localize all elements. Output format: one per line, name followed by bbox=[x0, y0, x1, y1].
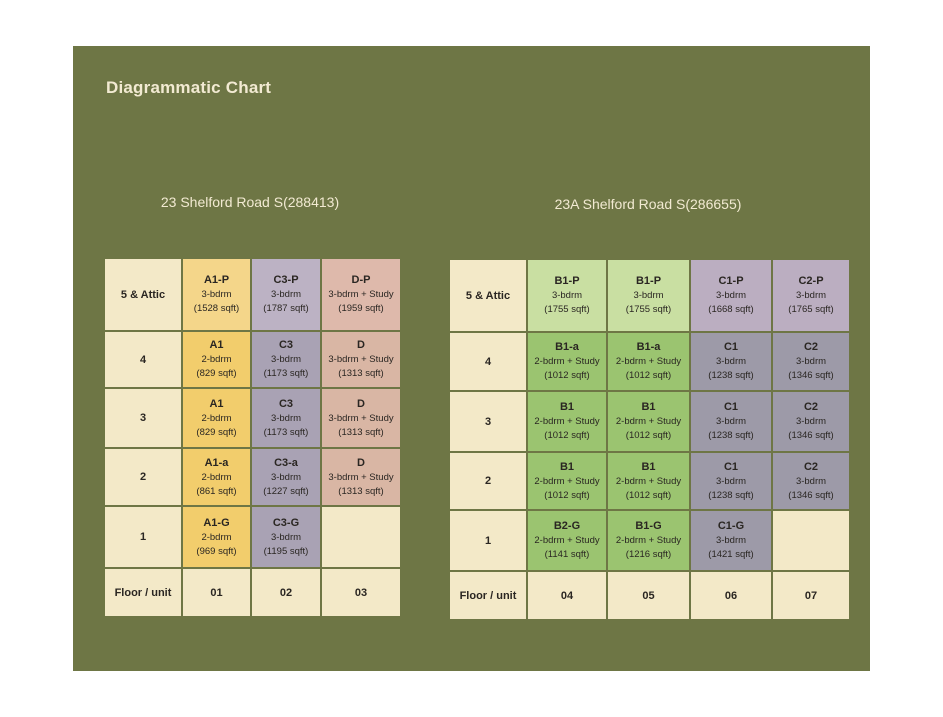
unit-type: 2-bdrm + Study bbox=[534, 475, 600, 487]
right-building-title: 23A Shelford Road S(286655) bbox=[554, 196, 742, 212]
empty-cell bbox=[773, 511, 849, 570]
unit-type: 3-bdrm bbox=[795, 416, 827, 427]
unit-type: 2-bdrm bbox=[201, 412, 232, 424]
unit-code: C1 bbox=[723, 460, 739, 473]
unit-size: (1346 sqft) bbox=[788, 430, 834, 441]
unit-type: 3-bdrm bbox=[715, 290, 747, 301]
unit-cell bbox=[183, 449, 250, 505]
unit-code: C1-G bbox=[717, 520, 745, 532]
unit-number: 03 bbox=[322, 569, 400, 616]
unit-cell bbox=[183, 389, 250, 447]
unit-code: C1 bbox=[723, 341, 739, 353]
unit-size: (1313 sqft) bbox=[338, 485, 384, 497]
unit-code: D bbox=[357, 339, 365, 351]
left-unit-grid bbox=[105, 259, 400, 616]
unit-type: 2-bdrm + Study bbox=[534, 416, 600, 427]
floor-label: 5 & Attic bbox=[105, 259, 181, 330]
unit-type: 2-bdrm bbox=[201, 354, 232, 365]
unit-cell bbox=[608, 333, 689, 390]
unit-cell bbox=[252, 259, 320, 330]
unit-code: A1 bbox=[209, 397, 224, 410]
unit-size: (1012 sqft) bbox=[625, 370, 672, 381]
unit-code: B2-G bbox=[553, 520, 581, 532]
unit-size: (1012 sqft) bbox=[625, 430, 672, 441]
unit-size: (1238 sqft) bbox=[708, 370, 754, 381]
unit-cell bbox=[322, 389, 400, 447]
unit-cell bbox=[773, 392, 849, 451]
unit-cell bbox=[608, 453, 689, 509]
unit-type: 3-bdrm + Study bbox=[328, 289, 394, 300]
unit-size: (1012 sqft) bbox=[544, 489, 590, 501]
unit-number: 02 bbox=[252, 569, 320, 616]
unit-cell bbox=[252, 389, 320, 447]
left-building-title: 23 Shelford Road S(288413) bbox=[160, 194, 340, 210]
unit-type: 3-bdrm + Study bbox=[328, 354, 394, 365]
unit-size: (1012 sqft) bbox=[544, 370, 590, 381]
unit-code: C3-G bbox=[272, 516, 300, 529]
unit-type: 3-bdrm bbox=[270, 531, 302, 543]
unit-size: (969 sqft) bbox=[196, 545, 237, 557]
unit-code: C2 bbox=[803, 401, 819, 413]
unit-size: (1173 sqft) bbox=[263, 426, 309, 438]
unit-code: A1-P bbox=[203, 274, 230, 286]
unit-cell bbox=[528, 453, 606, 509]
unit-cell bbox=[528, 333, 606, 390]
unit-size: (829 sqft) bbox=[196, 426, 237, 438]
unit-size: (1195 sqft) bbox=[263, 545, 309, 557]
unit-size: (1238 sqft) bbox=[708, 489, 754, 501]
unit-type: 3-bdrm bbox=[715, 535, 747, 546]
floor-label: 1 bbox=[105, 507, 181, 567]
unit-size: (1755 sqft) bbox=[625, 304, 672, 315]
unit-size: (1238 sqft) bbox=[708, 430, 754, 441]
unit-number: 05 bbox=[608, 572, 689, 619]
floor-label: 4 bbox=[105, 332, 181, 387]
unit-type: 3-bdrm + Study bbox=[328, 412, 394, 424]
unit-number: 07 bbox=[773, 572, 849, 619]
unit-type: 2-bdrm + Study bbox=[534, 535, 600, 546]
unit-cell bbox=[528, 260, 606, 331]
unit-code: D bbox=[357, 456, 365, 469]
unit-cell bbox=[252, 449, 320, 505]
unit-type: 3-bdrm bbox=[270, 289, 302, 300]
unit-type: 3-bdrm bbox=[201, 289, 232, 300]
unit-code: A1-a bbox=[204, 456, 229, 469]
unit-type: 3-bdrm bbox=[795, 356, 827, 367]
unit-type: 3-bdrm bbox=[795, 290, 827, 301]
unit-number: 06 bbox=[691, 572, 771, 619]
unit-cell bbox=[773, 453, 849, 509]
floor-label: 1 bbox=[450, 511, 526, 570]
unit-size: (1227 sqft) bbox=[263, 485, 309, 497]
right-unit-grid bbox=[450, 260, 847, 617]
unit-code: C2-P bbox=[798, 275, 824, 287]
unit-size: (861 sqft) bbox=[196, 485, 237, 497]
unit-type: 3-bdrm bbox=[715, 356, 747, 367]
unit-type: 2-bdrm bbox=[201, 531, 232, 543]
unit-type: 2-bdrm + Study bbox=[615, 356, 682, 367]
unit-code: B1 bbox=[559, 401, 575, 413]
unit-code: C2 bbox=[803, 341, 819, 353]
unit-code: A1 bbox=[209, 339, 224, 351]
unit-code: C3-a bbox=[274, 456, 298, 469]
unit-type: 2-bdrm bbox=[201, 471, 232, 483]
floor-label: 2 bbox=[450, 453, 526, 509]
unit-size: (1313 sqft) bbox=[338, 368, 384, 379]
unit-code: B1 bbox=[641, 401, 656, 413]
unit-code: B1-a bbox=[636, 341, 661, 353]
unit-cell bbox=[183, 259, 250, 330]
unit-size: (1959 sqft) bbox=[338, 303, 384, 314]
unit-type: 3-bdrm bbox=[270, 412, 302, 424]
unit-code: B1-G bbox=[635, 520, 662, 532]
unit-cell bbox=[608, 260, 689, 331]
unit-size: (1346 sqft) bbox=[788, 489, 834, 501]
unit-code: C3 bbox=[278, 397, 294, 410]
floor-unit-label: Floor / unit bbox=[105, 569, 181, 616]
floor-label: 4 bbox=[450, 333, 526, 390]
unit-size: (1012 sqft) bbox=[544, 430, 590, 441]
unit-code: C1 bbox=[723, 401, 739, 413]
empty-cell bbox=[322, 507, 400, 567]
unit-code: D-P bbox=[351, 274, 371, 286]
unit-size: (1313 sqft) bbox=[338, 426, 384, 438]
unit-code: B1 bbox=[559, 460, 575, 473]
unit-cell bbox=[183, 507, 250, 567]
unit-size: (829 sqft) bbox=[196, 368, 237, 379]
unit-type: 3-bdrm bbox=[551, 290, 583, 301]
unit-code: B1-P bbox=[635, 275, 662, 287]
unit-cell bbox=[608, 392, 689, 451]
unit-size: (1787 sqft) bbox=[263, 303, 309, 314]
floor-unit-label: Floor / unit bbox=[450, 572, 526, 619]
floor-label: 3 bbox=[450, 392, 526, 451]
unit-cell bbox=[691, 333, 771, 390]
unit-cell bbox=[691, 392, 771, 451]
unit-cell bbox=[691, 511, 771, 570]
unit-cell bbox=[252, 507, 320, 567]
unit-size: (1755 sqft) bbox=[544, 304, 590, 315]
unit-type: 2-bdrm + Study bbox=[615, 535, 682, 546]
unit-size: (1216 sqft) bbox=[625, 549, 672, 560]
unit-type: 3-bdrm bbox=[270, 354, 302, 365]
unit-type: 3-bdrm bbox=[270, 471, 302, 483]
unit-code: C3 bbox=[278, 339, 294, 351]
unit-size: (1346 sqft) bbox=[788, 370, 834, 381]
unit-type: 3-bdrm + Study bbox=[328, 471, 394, 483]
unit-type: 3-bdrm bbox=[795, 475, 827, 487]
unit-cell bbox=[528, 511, 606, 570]
unit-cell bbox=[773, 260, 849, 331]
unit-cell bbox=[528, 392, 606, 451]
unit-cell bbox=[322, 259, 400, 330]
unit-cell bbox=[322, 332, 400, 387]
unit-size: (1173 sqft) bbox=[263, 368, 309, 379]
unit-code: A1-G bbox=[203, 516, 230, 529]
floor-label: 2 bbox=[105, 449, 181, 505]
unit-code: C1-P bbox=[718, 275, 744, 287]
chart-page bbox=[73, 46, 870, 671]
unit-cell bbox=[691, 260, 771, 331]
unit-type: 2-bdrm + Study bbox=[534, 356, 600, 367]
unit-type: 3-bdrm bbox=[633, 290, 664, 301]
unit-code: C2 bbox=[803, 460, 819, 473]
unit-size: (1668 sqft) bbox=[708, 304, 754, 315]
unit-cell bbox=[608, 511, 689, 570]
page-title: Diagrammatic Chart bbox=[106, 78, 272, 97]
unit-size: (1421 sqft) bbox=[708, 549, 754, 560]
unit-cell bbox=[322, 449, 400, 505]
unit-code: C3-P bbox=[273, 274, 299, 286]
unit-code: D bbox=[357, 397, 365, 410]
unit-cell bbox=[691, 453, 771, 509]
unit-type: 2-bdrm + Study bbox=[615, 416, 682, 427]
unit-code: B1-a bbox=[555, 341, 579, 353]
unit-type: 2-bdrm + Study bbox=[615, 475, 682, 487]
floor-label: 5 & Attic bbox=[450, 260, 526, 331]
unit-type: 3-bdrm bbox=[715, 416, 747, 427]
unit-code: B1-P bbox=[554, 275, 580, 287]
unit-size: (1141 sqft) bbox=[544, 549, 590, 560]
unit-number: 04 bbox=[528, 572, 606, 619]
unit-type: 3-bdrm bbox=[715, 475, 747, 487]
unit-size: (1528 sqft) bbox=[193, 303, 240, 314]
unit-size: (1765 sqft) bbox=[788, 304, 834, 315]
unit-cell bbox=[252, 332, 320, 387]
unit-number: 01 bbox=[183, 569, 250, 616]
floor-label: 3 bbox=[105, 389, 181, 447]
unit-cell bbox=[183, 332, 250, 387]
unit-size: (1012 sqft) bbox=[625, 489, 672, 501]
unit-cell bbox=[773, 333, 849, 390]
unit-code: B1 bbox=[641, 460, 656, 473]
